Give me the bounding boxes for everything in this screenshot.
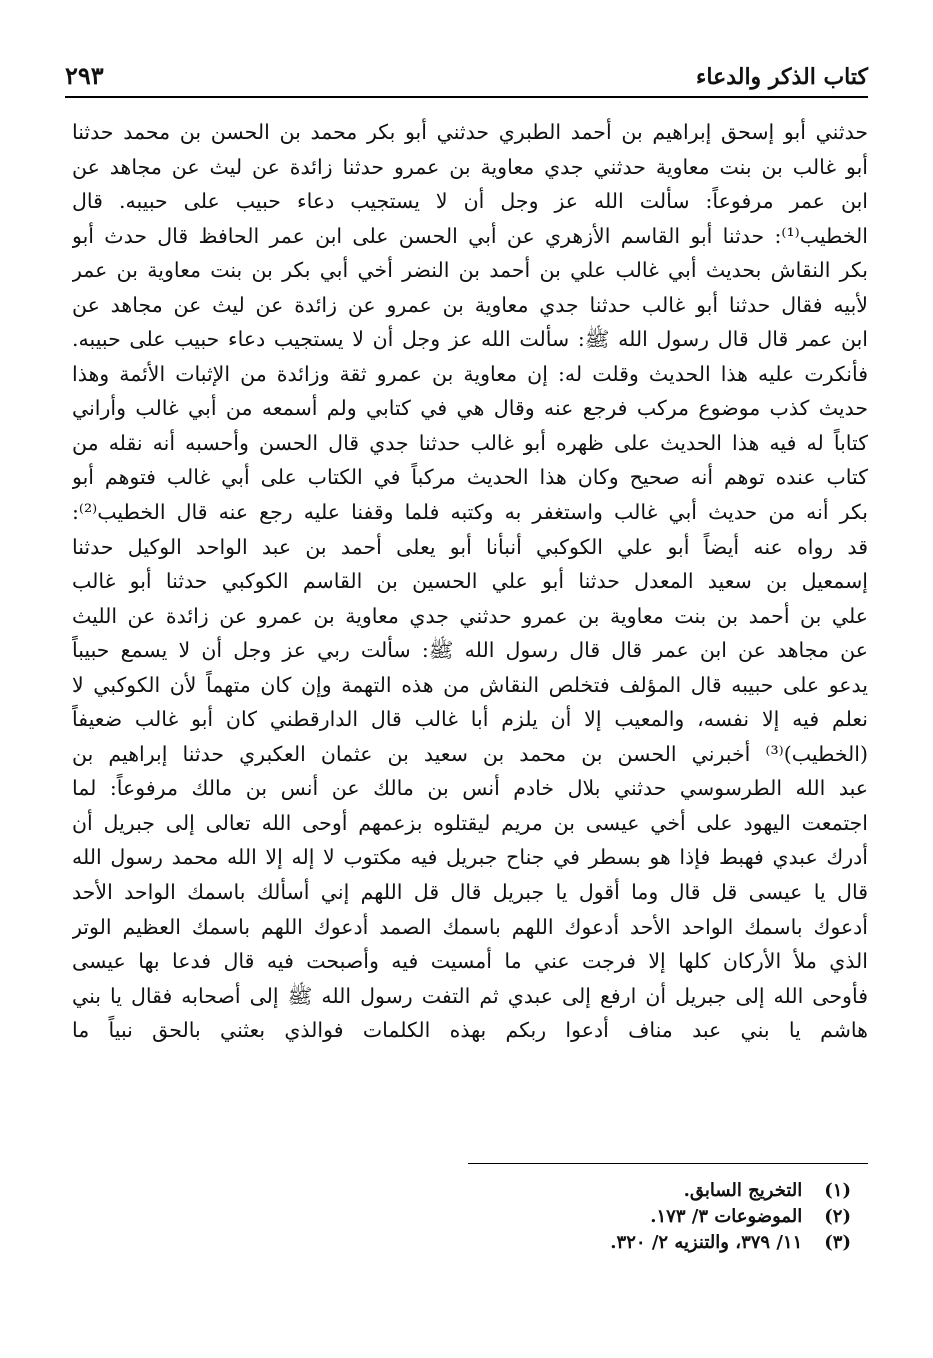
text-line: كتاب عنده توهم أنه صحيح وكان هذا الحديث مركباً في الكتاب على أبي غالب فتوهم أبو <box>72 465 868 490</box>
main-text <box>72 115 868 1048</box>
text-line: نعلم فيه إلا نفسه، والمعيب إلا أن يلزم أبا غالب قال الدارقطني كان أبو غالب ضعيفاً <box>72 707 868 732</box>
text-line: هاشم يا بني عبد مناف أدعوا ربكم بهذه الكلمات فوالذي بعثني بالحق نبياً ما <box>72 1018 868 1043</box>
text-line: بكر النقاش بحديث أبي غالب علي بن أحمد بن النضر أخي أبي بكر بن بنت معاوية بن عمر <box>72 258 868 283</box>
text-line: حديث كذب موضوع مركب فرجع عنه وقال هي في كتابي ولم أسمعه من أبي غالب وأراني <box>72 396 868 421</box>
footnote-divider <box>468 1163 868 1164</box>
footnote <box>300 1178 851 1204</box>
footnote-text: ١١/ ٣٧٩، والتنزيه ٢/ ٣٢٠. <box>610 1232 803 1253</box>
text-line: إسمعيل بن سعيد المعدل حدثنا أبو علي الحسين بن القاسم الكوكبي حدثنا أبو غالب <box>72 569 868 594</box>
text-line: أبو غالب بن بنت معاوية حدثني جدي معاوية بن عمرو حدثنا زائدة عن ليث عن مجاهد عن <box>72 154 868 179</box>
text-line: حدثني أبو إسحق إبراهيم بن أحمد الطبري حدثني أبو بكر محمد بن الحسن بن محمد حدثنا <box>72 120 868 144</box>
text-line: علي بن أحمد بن بنت معاوية بن عمرو حدثني جدي معاوية بن عمرو عن زائدة عن الليث <box>72 603 868 628</box>
footnote-number: (١) <box>824 1180 851 1201</box>
text-line: اجتمعت اليهود على أخي عيسى بن مريم ليقتلوه بزعمهم أوحى الله تعالى إلى جبريل أن <box>72 810 868 835</box>
text-line: كتاباً له فيه هذا الحديث على ظهره أبو غالب حدثنا جدي قال الحسن وأحسبه أنه نقله من <box>72 430 868 455</box>
text-line: أدعوك باسمك الواحد الأحد أدعوك اللهم باسمك الصمد أدعوك اللهم باسمك العظيم الوتر <box>72 914 868 939</box>
text-line: عبد الله الطرسوسي حدثني بلال خادم أنس بن مالك عن أنس بن مالك مرفوعاً: لما <box>72 776 868 801</box>
text-line: لأبيه فقال حدثنا أبو غالب حدثنا جدي معاوية بن عمرو عن زائدة عن ليث عن مجاهد عن <box>72 292 868 317</box>
text-line: يدعو على حبيبه قال المؤلف فتخلص النقاش من هذه التهمة وإن كان متهماً لأن الكوكبي لا <box>72 672 868 697</box>
footnotes <box>300 1178 851 1256</box>
text-line: قد رواه عنه أيضاً أبو علي الكوكبي أنبأنا أبو يعلى أحمد بن عبد الواحد الوكيل حدثنا <box>72 534 868 559</box>
text-line: عن مجاهد عن ابن عمر قال قال رسول الله ﷺ: سألت ربي عز وجل أن لا يسمع حبيباً <box>72 638 868 663</box>
text-line: فأنكرت عليه هذا الحديث وقلت له: إن معاوية بن عمرو ثقة وزائدة من الإثبات الأئمة وهذا <box>72 361 868 386</box>
text-line: فأوحى الله إلى جبريل أن ارفع إلى عبدي ثم التفت رسول الله ﷺ إلى أصحابه فقال يا بني <box>72 983 868 1008</box>
footnote <box>300 1230 851 1256</box>
footnote-number: (٣) <box>824 1232 851 1253</box>
text-line: قال يا عيسى قل قال وما أقول يا جبريل قال قل اللهم إني أسألك باسمك الواحد الأحد <box>72 880 868 905</box>
chapter-title: كتاب الذكر والدعاء <box>696 64 868 90</box>
footnote-number: (٢) <box>824 1206 851 1227</box>
page-number: ٢٩٣ <box>65 61 104 90</box>
text-line: ابن عمر قال قال رسول الله ﷺ: سألت الله عز وجل أن لا يستجيب دعاء حبيب على حبيبه. <box>72 327 868 352</box>
text-line: الذي ملأ الأركان كلها إلا فرجت عني ما أمسيت فيه وأصبحت فيه قال فدعا بها عيسى <box>72 949 868 974</box>
text-line: ابن عمر مرفوعاً: سألت الله عز وجل أن لا يستجيب دعاء حبيب على حبيبه. قال <box>72 189 868 214</box>
footnote-text: التخريج السابق. <box>683 1180 803 1201</box>
text-line: بكر أنه من حديث أبي غالب واستغفر به وكتبه فلما وقفنا عليه رجع عنه قال الخطيب⁽²⁾: <box>72 500 868 525</box>
footnote <box>300 1204 851 1230</box>
text-line: الخطيب⁽¹⁾: حدثنا أبو القاسم الأزهري عن أبي الحسن على ابن عمر الحافظ قال حدث أبو <box>72 223 868 248</box>
text-line: (الخطيب)⁽³⁾ أخبرني الحسن بن محمد بن سعيد بن عثمان العكبري حدثنا إبراهيم بن <box>72 741 868 766</box>
footnote-text: الموضوعات ٣/ ١٧٣. <box>650 1206 803 1227</box>
page-header <box>65 56 868 98</box>
text-line: أدرك عبدي فهبط فإذا هو بسطر في جناح جبريل فيه مكتوب لا إله إلا الله محمد رسول الله <box>72 845 868 870</box>
